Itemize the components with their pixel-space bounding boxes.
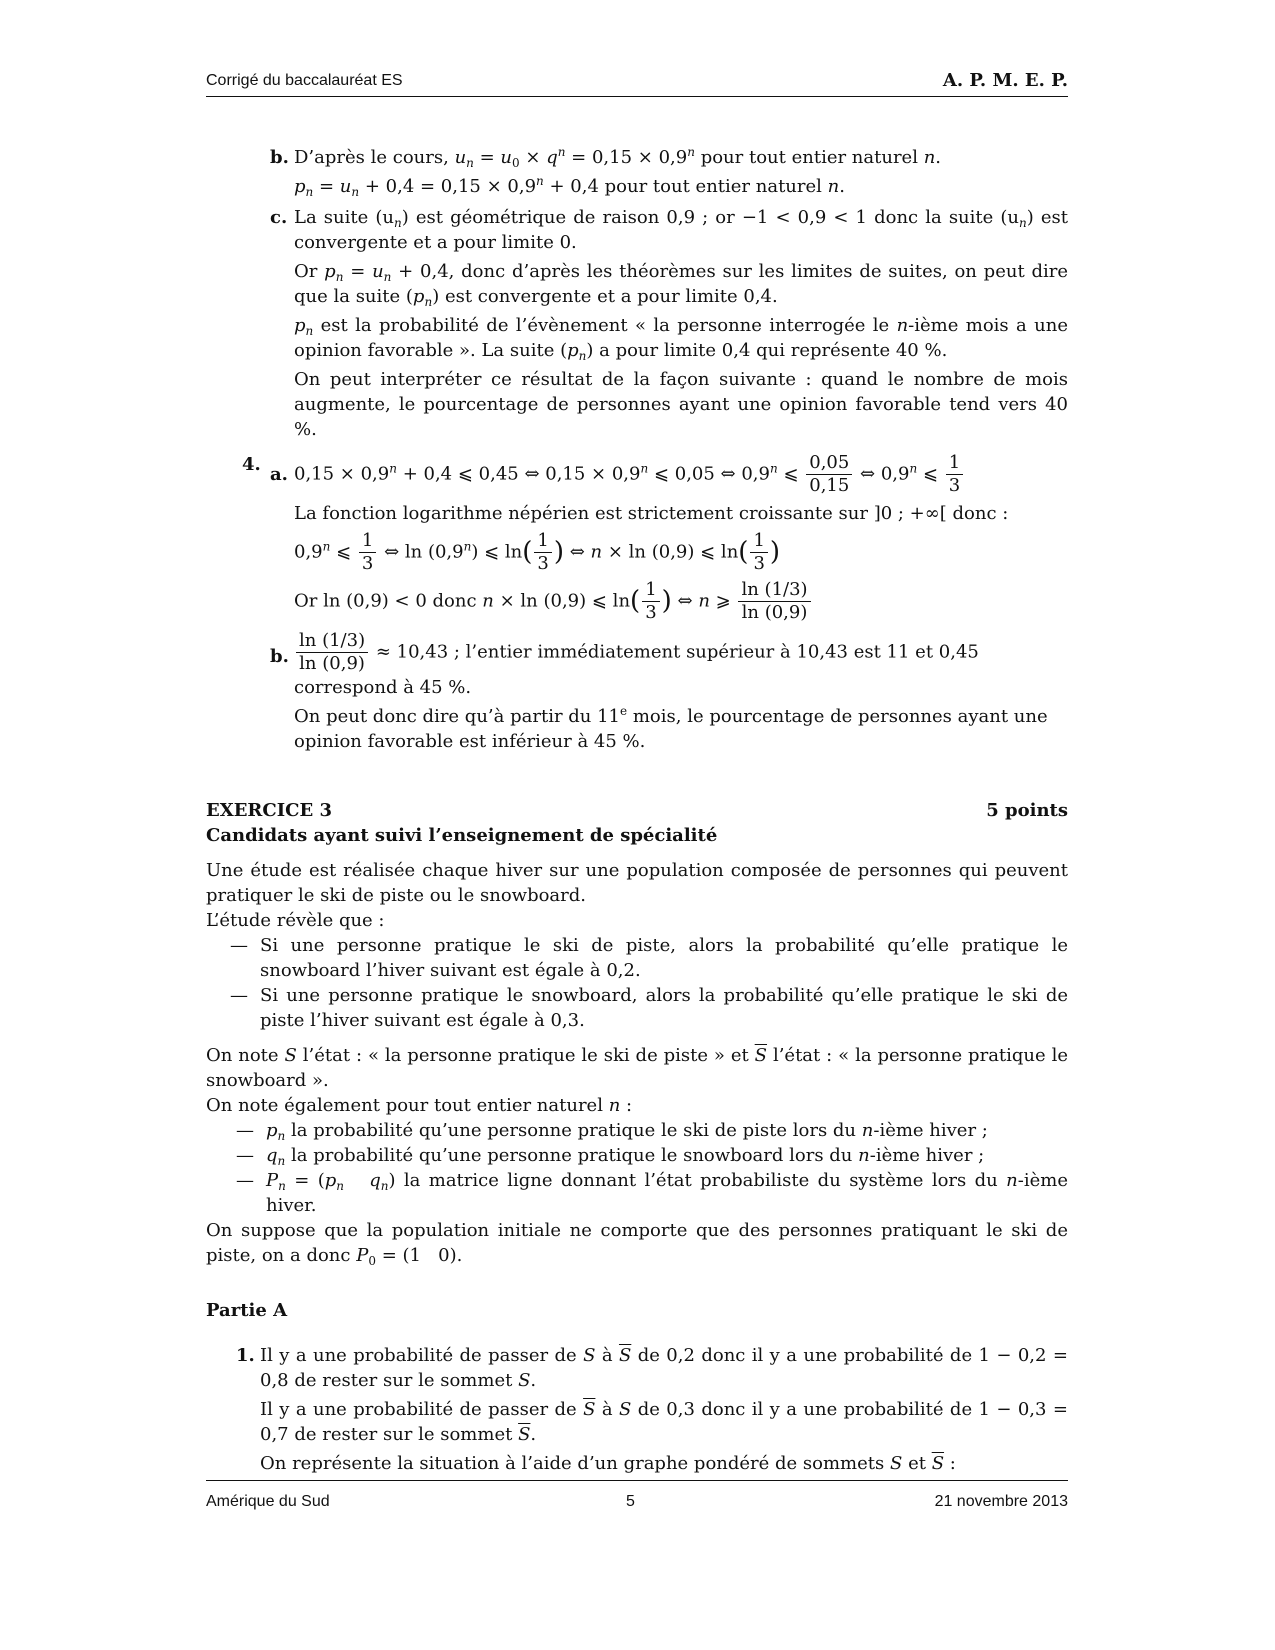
log-line: 0,9$^n$ ⩽ $\frac{1}{3}$ ⇔ ln (0,9$^n$) ⩽ ln( $\frac{1}{3}$ ) ⇔ n × ln (0,9) ⩽ ln( $\frac{1}{3}$ ) — [294, 530, 781, 574]
text: a pour limite 0,4 qui représente 40 %. — [599, 340, 948, 361]
list-item: — Si une personne pratique le ski de piste, alors la probabilité qu’elle pratique le snowboard l’hiver suivant est égale à 0,2. — [260, 933, 1068, 983]
exercise-statement: Une étude est réalisée chaque hiver sur une population composée de personnes qui peuvent pratiquer le ski de piste ou le snowboard. L’étude révèle que : — Si une personne pratique le ski de piste, alors la probabilité qu’elle pratique le snowboard l’hiver suivant est égale à 0,2. — Si une personne pratique le snowboard, alors la probabilité qu’elle pratique le ski de piste l’hiver suivant est égale à 0,3. On note S l’état : « la personne pratique le ski de piste » et $\overline{S}$ l’état : « la personne pratique le snowboard ». On note également pour tout entier naturel n : — $p_n$ la probabilité qu’une personne pratique le ski de piste lors du n-ième hiver ; — $q_n$ la probabilité qu’une personne pratique le snowboard lors du n-ième hiver ; — $P_n = (p_n$ $q_n$) la matrice ligne donnant l’état probabiliste du système lors du n-ième hiver. On suppose que la population initiale ne comporte que des personnes pratiquant le ski de piste, on a donc $P_0 = (1$ 0). — [206, 858, 1068, 1268]
text: La suite (u — [294, 207, 394, 228]
exercise-points: 5 points — [986, 800, 1068, 821]
page — [206, 0, 1068, 1650]
definitions-list — [206, 1118, 1068, 1218]
text: Or — [294, 261, 318, 282]
text: mois, le pourcentage de personnes ayant une opinion favorable est inférieur à 45 %. — [294, 706, 1048, 752]
answer-3c: c. La suite $(u_n)$ est géométrique de raison 0,9 ; or −1 < 0,9 < 1 donc la suite $(u_n)$ est convergente et a pour limite 0. Or $p_n = u_n + 0,4$, donc d’après les théorèmes sur les limites de suites, on peut dire que la suite $(p_n)$ est convergente et a pour limite 0,4. $p_n$ est la probabilité de l’évènement « la personne interrogée le n-ième mois a une opinion favorable ». La suite $(p_n)$ a pour limite 0,4 qui représente 40 %. On peut interpréter ce résultat de la façon suivante : quand le nombre de mois augmente, le pourcentage de personnes ayant une opinion favorable tend vers 40 %. — [270, 207, 1068, 440]
page-number: 5 — [626, 1493, 635, 1510]
fraction: $\frac{1}{3}$ — [946, 452, 963, 497]
item-label: a. — [270, 464, 288, 485]
rules-list — [206, 933, 1068, 1033]
exercise-heading — [206, 798, 1068, 848]
exercise-subtitle: Candidats ayant suivi l’enseignement de spécialité — [206, 825, 718, 846]
question-number: 1. — [236, 1345, 255, 1366]
list-item: — $P_n = (p_n$ $q_n$) la matrice ligne donnant l’état probabiliste du système lors du n-ième hiver. — [266, 1168, 1068, 1218]
text: pour tout entier naturel — [604, 176, 822, 197]
fraction: $\frac{0,05}{0,15}$ — [806, 452, 852, 497]
header-title: Corrigé du baccalauréat ES — [206, 72, 403, 89]
header-org: A. P. M. E. P. — [942, 70, 1068, 91]
text: est convergente et a pour limite 0,4. — [444, 286, 778, 307]
answer-4b: b. $\frac{\ln (1/3)}{\ln (0,9)}$ ≈ 10,43 ; l’entier immédiatement supérieur à 10,43 est 11 et 0,45 correspond à 45 %. On peut donc dire qu’à partir du 11e mois, le pourcentage de personnes ayant une opinion favorable est inférieur à 45 %. — [270, 630, 1048, 752]
document-body — [206, 145, 1068, 1480]
list-item: — $q_n$ la probabilité qu’une personne pratique le snowboard lors du n-ième hiver ; — [266, 1143, 1068, 1168]
text: donc d’après les théorèmes sur les limites de suites, on peut dire que la suite — [294, 261, 1068, 307]
list-item: — $p_n$ la probabilité qu’une personne pratique le ski de piste lors du n-ième hiver ; — [266, 1118, 1068, 1143]
part-title: Partie A — [206, 1300, 288, 1321]
page-header — [206, 68, 1068, 97]
inequality-line: $0,15 \times 0,9^n + 0,4$ ⩽ 0,45 ⇔ $0,15 \times 0,9^n$ ⩽ 0,05 ⇔ 0,9$^n$ ⩽ $\frac{0,05}{0,15}$ ⇔ 0,9$^n$ ⩽ $\frac{1}{3}$ — [294, 452, 1068, 497]
log-line-2: Or ln (0,9) < 0 donc n × ln (0,9) ⩽ ln( $\frac{1}{3}$ ) ⇔ n ⩾ $\frac{\ln (1/3)}{\ln (0,9)}$ — [294, 579, 1068, 624]
question-number: 4. — [242, 454, 261, 475]
text: ≈ 10,43 ; l’entier immédiatement supérieur à 10,43 est 11 et 0,45 correspond à 45 %. — [294, 641, 979, 698]
text: -ième mois a une opinion favorable ». La suite — [294, 315, 1068, 361]
text: On peut donc dire qu’à partir du 11 — [294, 706, 621, 727]
text: ) est convergente et a pour limite 0. — [294, 207, 1068, 253]
item-label: b. — [270, 646, 289, 667]
footer-location: Amérique du Sud — [206, 1493, 330, 1510]
question-1: 1. Il y a une probabilité de passer de S à $\overline{S}$ de 0,2 donc il y a une probabilité de 1 − 0,2 = 0,8 de rester sur le sommet S. Il y a une probabilité de passer de $\overline{S}$ à S de 0,3 donc il y a une probabilité de 1 − 0,3 = 0,7 de rester sur le sommet $\overline{S}$. On représente la situation à l’aide d’un graphe pondéré de sommets S et $\overline{S}$ : — [236, 1345, 1068, 1474]
text: ) est géométrique de raison 0,9 ; or −1 < 0,9 < 1 donc la suite (u — [401, 207, 1020, 228]
text: pour tout entier naturel — [700, 147, 918, 168]
text: est la probabilité de l’évènement « la personne interrogée le — [320, 315, 890, 336]
item-label: b. — [270, 147, 289, 168]
item-label: c. — [270, 207, 288, 228]
page-footer — [206, 1480, 1068, 1510]
answer-4a — [206, 452, 1068, 624]
exercise-title: EXERCICE 3 — [206, 800, 332, 821]
text: D’après le cours, — [294, 147, 449, 168]
footer-date: 21 novembre 2013 — [934, 1493, 1068, 1510]
text: La fonction logarithme népérien est strictement croissante sur ]0 ; +∞[ donc : — [294, 503, 1009, 524]
interpretation: On peut interpréter ce résultat de la façon suivante : quand le nombre de mois augmente, le pourcentage de personnes ayant une opinion favorable tend vers 40 %. — [294, 369, 1068, 440]
list-item: — Si une personne pratique le snowboard, alors la probabilité qu’elle pratique le ski de piste l’hiver suivant est égale à 0,3. — [260, 983, 1068, 1033]
answer-3b: b. D’après le cours, $u_n = u_0 \times q^n = 0,15 \times 0,9^n$ pour tout entier naturel n. $p_n = u_n + 0,4 = 0,15 \times 0,9^n + 0,4$ pour tout entier naturel n. — [270, 145, 942, 199]
